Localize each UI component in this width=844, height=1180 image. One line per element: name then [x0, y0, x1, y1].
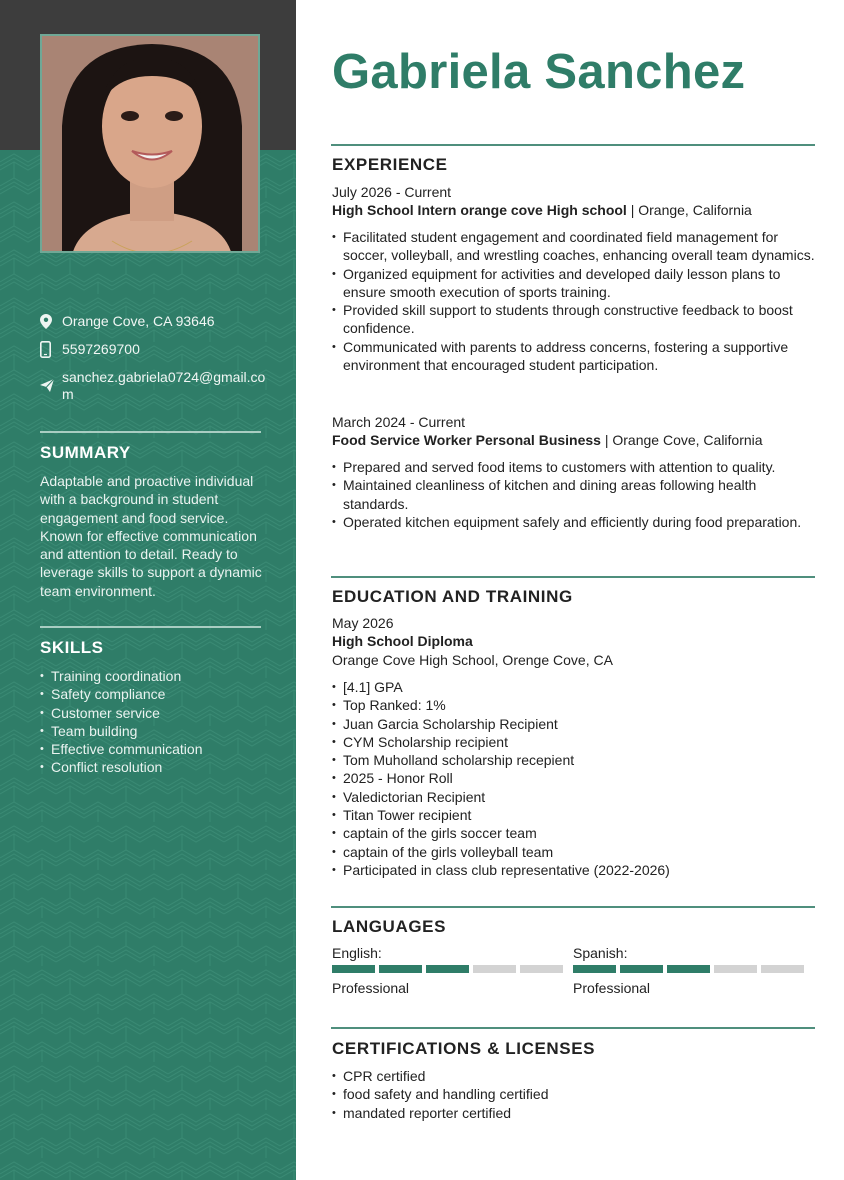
sidebar	[0, 0, 296, 1180]
job-2-header: Food Service Worker Personal Business | Orange Cove, California	[332, 432, 763, 448]
experience-heading: EXPERIENCE	[332, 155, 448, 174]
job-1-location: Orange, California	[638, 202, 752, 218]
job-1-header: High School Intern orange cove High school | Orange, California	[332, 202, 752, 218]
summary-divider	[40, 431, 261, 433]
skills-list	[40, 667, 270, 777]
job-1-dates: July 2026 - Current	[332, 184, 452, 200]
rating-segment	[332, 965, 375, 973]
language-name: Spanish:	[573, 945, 628, 961]
language-rating-bar	[332, 965, 564, 973]
list-item: • Provided skill support to students through constructive feedback to boost confidence.	[332, 301, 816, 338]
rating-segment	[520, 965, 563, 973]
job-1-title: High School Intern orange cove High school	[332, 202, 627, 218]
language-rating-bar	[573, 965, 805, 973]
skill-item: • Team building	[40, 722, 270, 740]
skill-item: • Effective communication	[40, 740, 270, 758]
candidate-name: Gabriela Sanchez	[332, 45, 746, 99]
list-item: • Prepared and served food items to customers with attention to quality.	[332, 458, 816, 476]
language-level: Professional	[573, 980, 651, 996]
experience-divider	[331, 144, 815, 146]
list-item: • [4.1] GPA	[332, 678, 816, 696]
list-item: • Operated kitchen equipment safely and efficiently during food preparation.	[332, 513, 816, 531]
skill-item: • Training coordination	[40, 667, 270, 685]
list-item: • 2025 - Honor Roll	[332, 769, 816, 787]
job-2-dates: March 2024 - Current	[332, 414, 466, 430]
sidebar-pattern	[0, 150, 296, 1180]
summary-text: Adaptable and proactive individual with a background in student engagement and food service. Known for effective communication and attention to detail. Ready to leverage skills to support a dynamic team environment.	[40, 473, 262, 599]
rating-segment	[379, 965, 422, 973]
education-bullets	[332, 678, 816, 879]
list-item: • Valedictorian Recipient	[332, 788, 816, 806]
map-pin-icon	[40, 313, 62, 330]
skill-item: • Safety compliance	[40, 685, 270, 703]
certifications-heading: CERTIFICATIONS & LICENSES	[332, 1039, 596, 1058]
job-2-title: Food Service Worker Personal Business	[332, 432, 601, 448]
skill-item: • Customer service	[40, 704, 270, 722]
education-divider	[331, 576, 815, 578]
contact-phone	[40, 341, 270, 358]
list-item: • food safety and handling certified	[332, 1085, 816, 1103]
location-text: Orange Cove, CA 93646	[62, 313, 215, 329]
contact-email	[40, 369, 270, 403]
education-school: Orange Cove High School, Orenge Cove, CA	[332, 652, 613, 668]
rating-segment	[620, 965, 663, 973]
languages-heading: LANGUAGES	[332, 917, 447, 936]
language-name: English:	[332, 945, 382, 961]
phone-text[interactable]: 5597269700	[62, 341, 140, 357]
list-item: • Juan Garcia Scholarship Recipient	[332, 715, 816, 733]
list-item: • Communicated with parents to address concerns, fostering a supportive environment that encouraged student participation.	[332, 338, 816, 375]
list-item: • captain of the girls volleyball team	[332, 843, 816, 861]
list-item: • CYM Scholarship recipient	[332, 733, 816, 751]
summary-heading: SUMMARY	[40, 443, 131, 462]
certifications-list	[332, 1067, 816, 1122]
skills-divider	[40, 626, 261, 628]
education-heading: EDUCATION AND TRAINING	[332, 587, 573, 606]
rating-segment	[667, 965, 710, 973]
education-degree	[332, 632, 473, 650]
list-item: • Participated in class club representative (2022-2026)	[332, 861, 816, 879]
job-2-bullets	[332, 458, 816, 531]
list-item: • mandated reporter certified	[332, 1104, 816, 1122]
list-item: • CPR certified	[332, 1067, 816, 1085]
list-item: • Organized equipment for activities and developed daily lesson plans to ensure smooth execution of sports training.	[332, 265, 816, 302]
list-item: • Titan Tower recipient	[332, 806, 816, 824]
languages-divider	[331, 906, 815, 908]
language-english	[332, 944, 564, 997]
send-icon	[40, 377, 62, 394]
language-level: Professional	[332, 980, 410, 996]
education-date: May 2026	[332, 615, 394, 631]
rating-segment	[761, 965, 804, 973]
list-item: • captain of the girls soccer team	[332, 824, 816, 842]
skill-item: • Conflict resolution	[40, 758, 270, 776]
degree-title: High School Diploma	[332, 633, 473, 649]
job-2-location: Orange Cove, California	[612, 432, 763, 448]
list-item: • Top Ranked: 1%	[332, 696, 816, 714]
list-item: • Maintained cleanliness of kitchen and dining areas following health standards.	[332, 476, 816, 513]
job-1-bullets	[332, 228, 816, 374]
list-item: • Tom Muholland scholarship recepient	[332, 751, 816, 769]
rating-segment	[573, 965, 616, 973]
rating-segment	[426, 965, 469, 973]
rating-segment	[714, 965, 757, 973]
contact-location	[40, 313, 270, 330]
email-link[interactable]: sanchez.gabriela0724@gmail.com	[62, 369, 266, 402]
certifications-divider	[331, 1027, 815, 1029]
profile-photo	[40, 34, 260, 253]
language-spanish	[573, 944, 805, 997]
skills-heading: SKILLS	[40, 638, 104, 657]
rating-segment	[473, 965, 516, 973]
list-item: • Facilitated student engagement and coordinated field management for soccer, volleyball, and wrestling coaches, enhancing overall team dynamics.	[332, 228, 816, 265]
phone-icon	[40, 341, 62, 358]
